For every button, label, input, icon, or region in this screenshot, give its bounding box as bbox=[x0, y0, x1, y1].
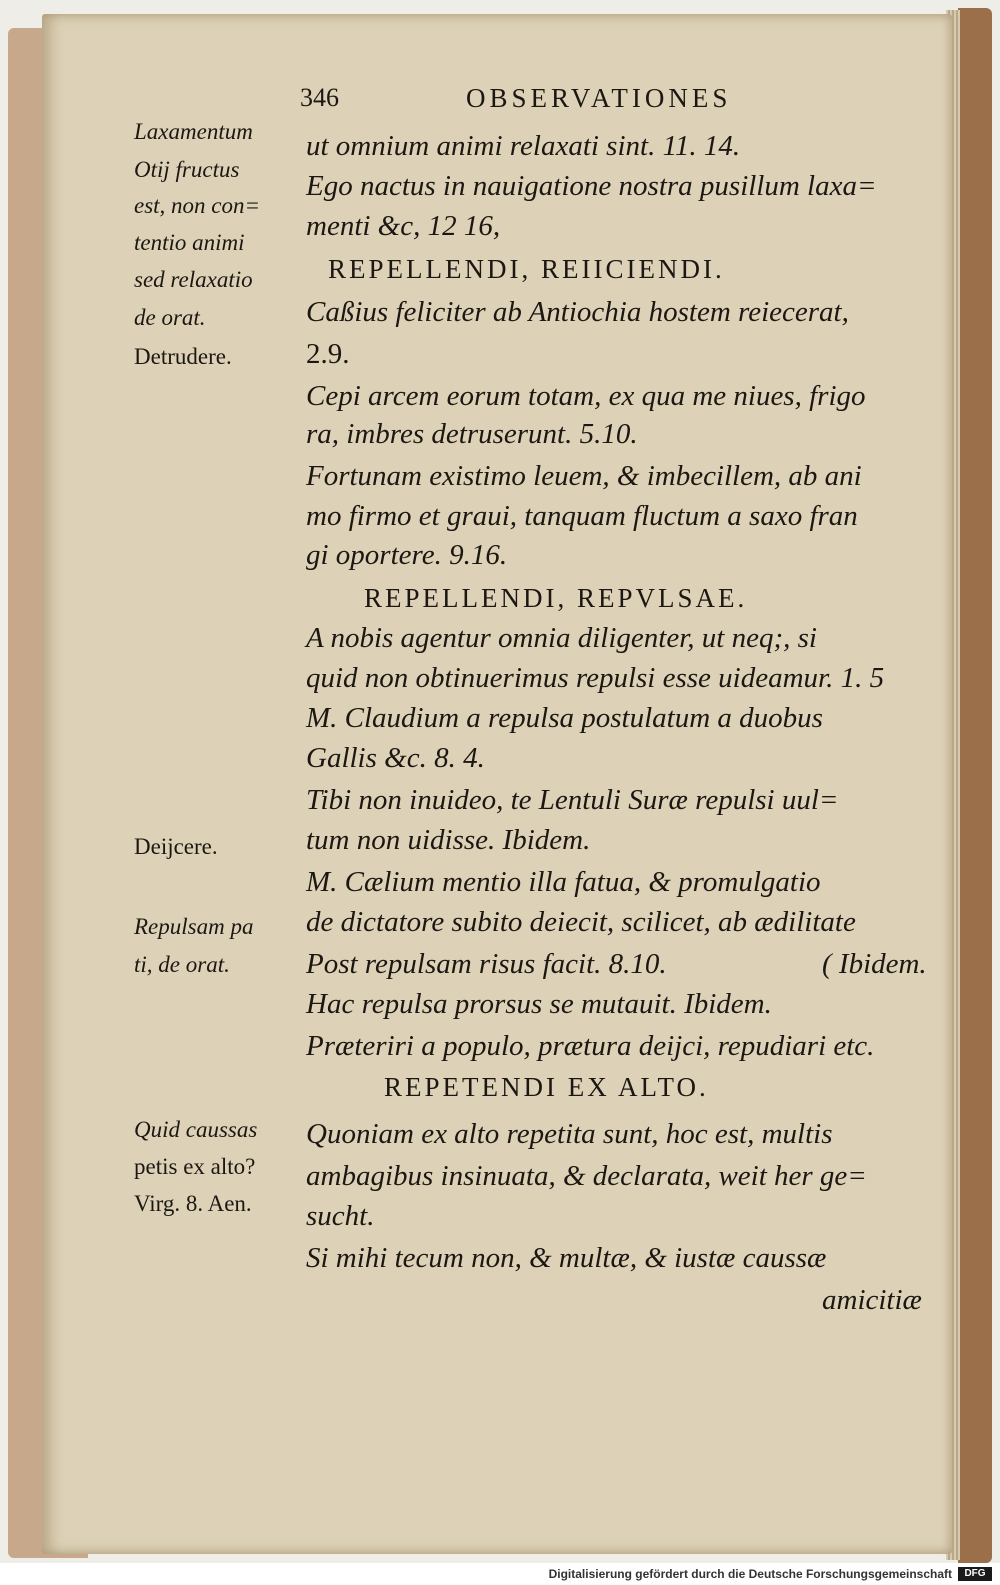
running-head: OBSERVATIONES bbox=[466, 83, 732, 113]
margin-note: Detrudere. bbox=[134, 344, 232, 369]
text-line: ( Ibidem. bbox=[822, 948, 927, 980]
text-line: Gallis &c. 8. 4. bbox=[306, 742, 485, 774]
margin-note: Repulsam pa bbox=[134, 914, 254, 939]
text-line: mo firmo et graui, tanquam fluctum a saxo fran bbox=[306, 500, 858, 532]
margin-note: petis ex alto? bbox=[134, 1154, 256, 1179]
text-line: M. Cælium mentio illa fatua, & promulgatio bbox=[306, 866, 821, 898]
margin-note: ti, de orat. bbox=[134, 952, 230, 977]
book-cover-right bbox=[958, 8, 992, 1563]
text-line: ut omnium animi relaxati sint. 11. 14. bbox=[306, 130, 741, 162]
footer-credit: Digitalisierung gefördert durch die Deutsche Forschungsgemeinschaft bbox=[548, 1567, 952, 1581]
text-line: ambagibus insinuata, & declarata, weit her ge= bbox=[306, 1160, 867, 1192]
text-line: gi oportere. 9.16. bbox=[306, 539, 508, 571]
margin-note: est, non con= bbox=[134, 193, 261, 218]
margin-note: de orat. bbox=[134, 305, 206, 330]
text-line: sucht. bbox=[306, 1200, 375, 1232]
text-line: Si mihi tecum non, & multæ, & iustæ caussæ bbox=[306, 1242, 827, 1274]
section-heading: REPELLENDI, REIICIENDI. bbox=[328, 254, 725, 284]
text-line: A nobis agentur omnia diligenter, ut neq;, si bbox=[306, 622, 817, 654]
section-heading: REPELLENDI, REPVLSAE. bbox=[364, 583, 748, 613]
text-line: Caßius feliciter ab Antiochia hostem reiecerat, bbox=[306, 296, 849, 328]
margin-note: tentio animi bbox=[134, 230, 245, 255]
text-line: tum non uidisse. Ibidem. bbox=[306, 824, 591, 856]
margin-note: Virg. 8. Aen. bbox=[134, 1191, 252, 1216]
text-line: Post repulsam risus facit. 8.10. bbox=[306, 948, 667, 980]
margin-note: Deijcere. bbox=[134, 834, 218, 859]
margin-note: Otij fructus bbox=[134, 157, 240, 182]
margin-note: Laxamentum bbox=[134, 119, 253, 144]
text-line: 2.9. bbox=[306, 338, 350, 370]
section-heading: REPETENDI EX ALTO. bbox=[384, 1072, 709, 1102]
text-line: M. Claudium a repulsa postulatum a duobus bbox=[306, 702, 823, 734]
dfg-logo: DFG bbox=[958, 1567, 992, 1581]
text-line: ra, imbres detruserunt. 5.10. bbox=[306, 418, 638, 450]
margin-note: sed relaxatio bbox=[134, 267, 253, 292]
text-line: Fortunam existimo leuem, & imbecillem, ab ani bbox=[306, 460, 862, 492]
margin-note: Quid caussas bbox=[134, 1117, 258, 1142]
text-line: Cepi arcem eorum totam, ex qua me niues, frigo bbox=[306, 380, 866, 412]
page-number: 346 bbox=[300, 83, 339, 112]
text-line: menti &c, 12 16, bbox=[306, 210, 501, 242]
text-line: Præteriri a populo, prætura deijci, repudiari etc. bbox=[306, 1030, 875, 1062]
text-line: Ego nactus in nauigatione nostra pusillum laxa= bbox=[306, 170, 877, 202]
text-line: de dictatore subito deiecit, scilicet, ab ædilitate bbox=[306, 906, 856, 938]
digitization-footer bbox=[0, 1563, 1000, 1585]
text-line: Tibi non inuideo, te Lentuli Suræ repulsi uul= bbox=[306, 784, 839, 816]
text-line: quid non obtinuerimus repulsi esse uideamur. 1. 5 bbox=[306, 662, 885, 694]
text-line: Hac repulsa prorsus se mutauit. Ibidem. bbox=[306, 988, 772, 1020]
catchword: amicitiæ bbox=[822, 1284, 922, 1316]
text-line: Quoniam ex alto repetita sunt, hoc est, multis bbox=[306, 1118, 833, 1150]
